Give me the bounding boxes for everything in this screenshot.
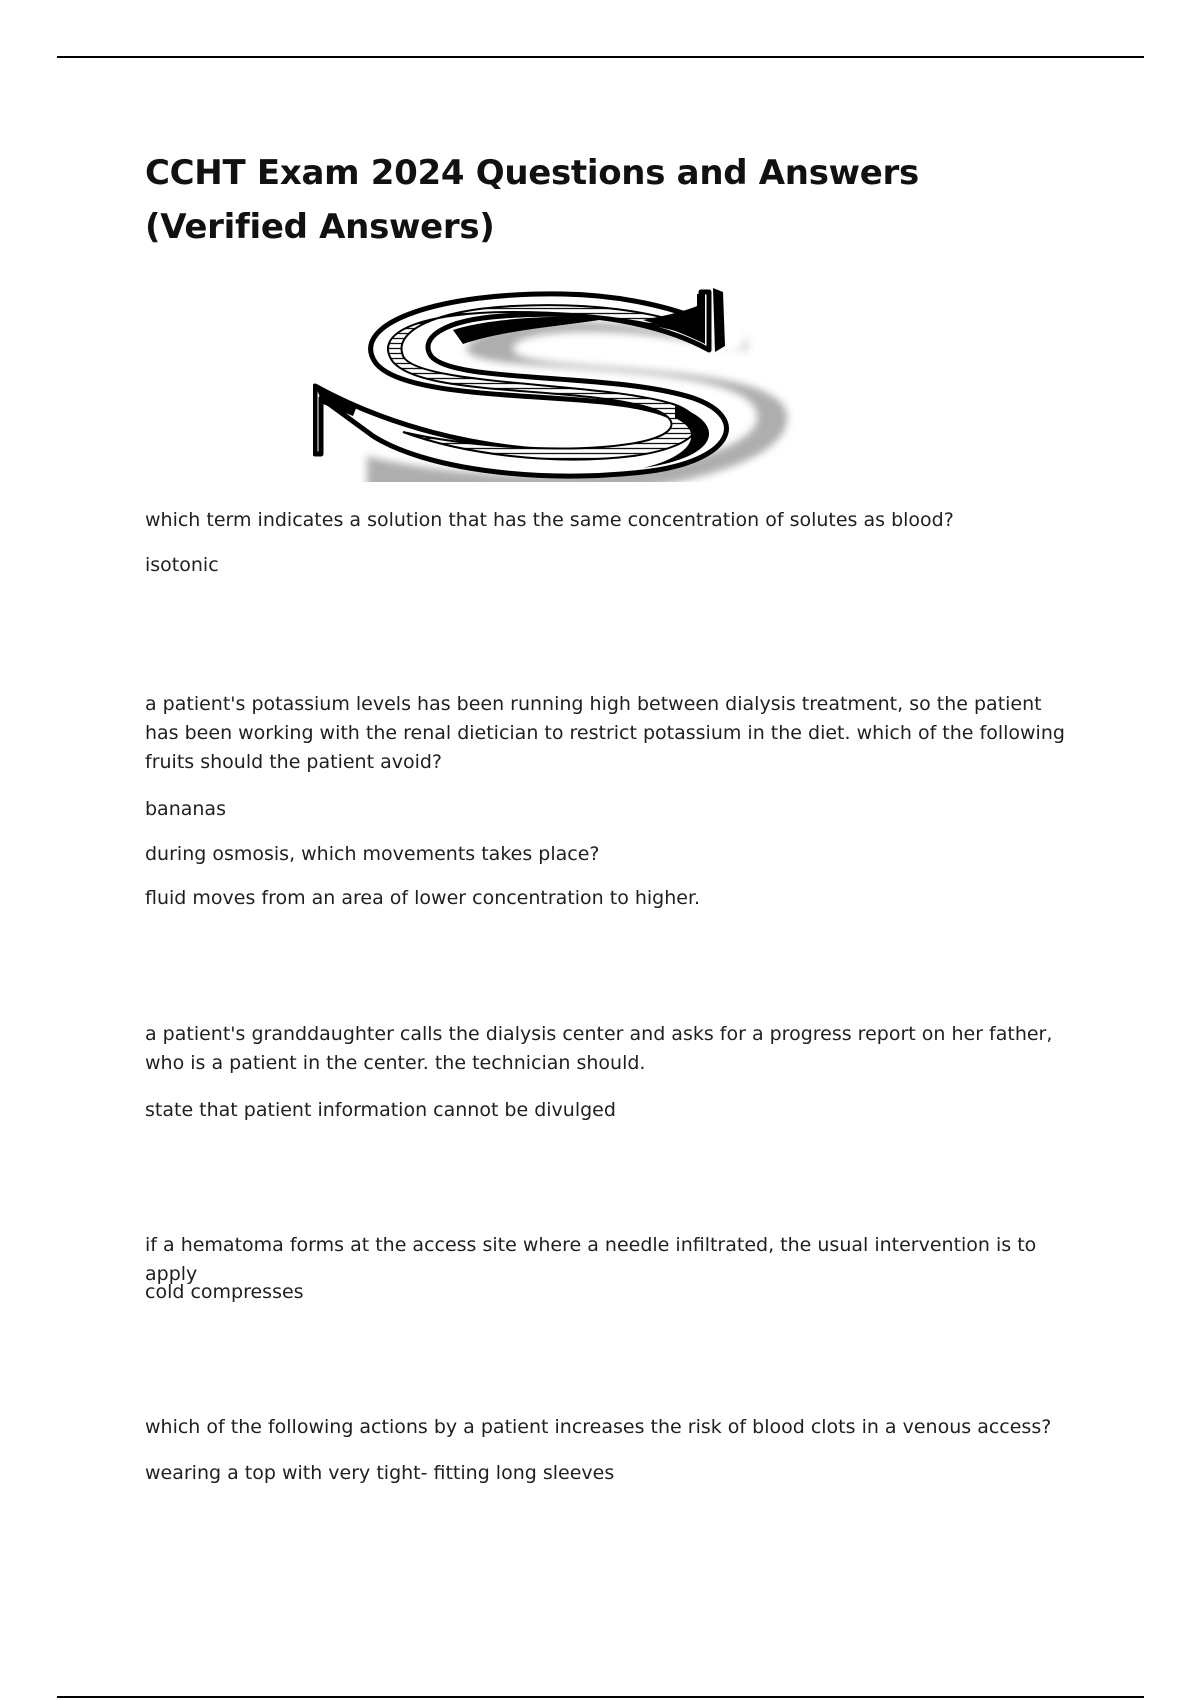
question-text: if a hematoma forms at the access site where a needle infiltrated, the usual intervention is to apply xyxy=(145,1234,1037,1285)
answer-text: cold compresses xyxy=(145,1281,304,1303)
answer-text: state that patient information cannot be divulged xyxy=(145,1099,616,1121)
answer-text: bananas xyxy=(145,798,226,820)
question-text: during osmosis, which movements takes place? xyxy=(145,843,600,865)
answer-text: fluid moves from an area of lower concentration to higher. xyxy=(145,887,701,909)
question-text: a patient's granddaughter calls the dialysis center and asks for a progress report on her father, who is a patient in the center. the technician should. xyxy=(145,1023,1053,1074)
bottom-divider xyxy=(57,1696,1144,1698)
answer-text: wearing a top with very tight- fitting long sleeves xyxy=(145,1462,615,1484)
question-text: which term indicates a solution that has the same concentration of solutes as blood? xyxy=(145,509,954,531)
question-text: which of the following actions by a patient increases the risk of blood clots in a venous access? xyxy=(145,1416,1052,1438)
top-divider xyxy=(57,56,1144,58)
page-title: CCHT Exam 2024 Questions and Answers (Verified Answers) xyxy=(145,153,919,247)
answer-text: isotonic xyxy=(145,554,219,576)
letter-s-logo-icon xyxy=(313,286,803,482)
question-text: a patient's potassium levels has been running high between dialysis treatment, so the patient has been working with the renal dietician to restrict potassium in the diet. which of the following fruits should the patient avoid? xyxy=(145,693,1065,773)
